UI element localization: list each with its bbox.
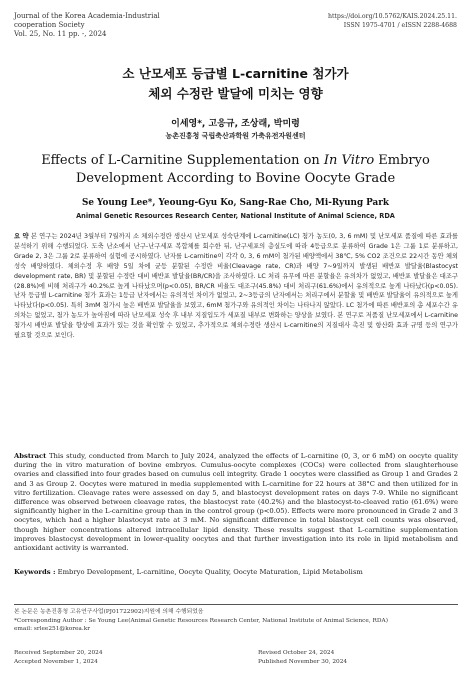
journal-identifiers	[328, 12, 457, 30]
korean-affiliation: 농촌진흥청 국립축산과학원 가축유전자원센터	[165, 132, 306, 140]
english-abstract	[14, 452, 458, 553]
funding-note: 본 논문은 농촌진흥청 고유연구사업(PJ01722902)지원에 의해 수행되었음	[14, 609, 204, 615]
korean-title-line1: 소 난모세포 등급별 L-carnitine 첨가가	[122, 66, 349, 81]
english-title-italic: In Vitro	[323, 153, 375, 168]
keywords-text: Embryo Development, L-carnitine, Oocyte Quality, Oocyte Maturation, Lipid Metabolism	[57, 568, 363, 576]
korean-abstract	[14, 232, 458, 341]
english-title-part2: Embryo	[374, 153, 430, 168]
korean-authors: 이세영*, 고응규, 조상래, 박미령	[171, 119, 300, 129]
english-title-line2: Development According to Bovine Oocyte Grade	[75, 171, 396, 186]
revised-date: Revised October 24, 2024	[258, 650, 335, 656]
footnote-divider	[14, 604, 458, 605]
published-date: Published November 30, 2024	[258, 659, 348, 666]
english-abstract-text: This study, conducted from March to July 2024, analyzed the effects of L-carnitine (0, 3, or 6 mM) on oocyte quality during the in vitro maturation of bovine embryos. Cumulus-oocyte complexes (COCs) were collected from slaughterhouse ovaries and classified into four grades based on cumulus cell integrity. Grade 1 oocytes were classified as Group 1 and Grades 2 and 3 as Group 2. Oocytes were matured in media supplemented with L-carnitine for 22 hours at 38°C and then utilized for in vitro fertilization. Cleavage rates were assessed on day 5, and blastocyst development rates on days 7-9. While no significant difference was observed between cleavage rates, the blastocyst rate (40.2%) and the blastocyst-to-cleaved ratio (61.6%) were significantly higher in the L-carnitine group than in the control group (p<0.05). Effects were more pronounced in Grade 2 and 3 oocytes, which had a higher blastocyst rate at 3 mM. No significant difference in total blastocyst cell counts was observed, though higher concentrations altered intracellular lipid density. These results suggest that L-carnitine supplementation improves blastocyst development in lower-quality oocytes and that further investigation into its role in lipid metabolism and antioxidant activity is warranted.	[14, 452, 458, 553]
journal-volume: Vol. 25, No. 11 pp. -, 2024	[14, 30, 107, 38]
korean-abstract-text: 본 연구는 2024년 3월부터 7월까지 소 체외수정란 생산시 난모세포 성숙단계에 L-carnitine(LC) 첨가 농도(0, 3, 6 mM) 및 난모세포 품질에 따른 효과를 분석하기 위해 수행되었다. 도축 난소에서 난구-난구세포 복합체를 회수한 뒤, 난구세포의 층실도에 따라 4등급으로 분류하여 Grade 1은 그룹 1로 분류하고, Grade 2, 3은 그룹 2로 분류하여 실험에 공시하였다. 난자를 L-carnitine이 각각 0, 3, 6 mM이 첨가된 배양액에서 38℃, 5% CO2 조건으로 22시간 동안 체외성숙 배양하였다. 체외수정 후 배양 5일 차에 균등 분할된 수정란 비율(Cleavage rate, CR)과 배양 7~9일까지 발생된 배반포 발달율(Blastocyst development rate, BR) 및 분할된 수정란 대비 배반포 발달율(BR/CR)을 조사하였다. LC 처리 유무에 따른 분할율은 유의차가 없었고, 배반포 발달율은 대조구(28.8%)에 비해 처리구가 40.2%로 높게 나타났으며(p<0.05), BR/CR 비율도 대조구(45.8%) 대비 처리구(61.6%)에서 유의적으로 높게 나타났다(p<0.05). 난자 등급별 L-carnitine 첨가 효과는 1등급 난자에서는 유의적인 차이가 없었고, 2~3등급의 난자에서는 처리구에서 분할율 및 배반포 발달율이 유의적으로 높게 나타났다(p<0.05). 특히 3mM 첨가시 높은 배반포 발달율을 보였고, 6mM 첨가구와 유의적인 차이는 나타나지 않았다. LC 첨가에 따른 배반포의 총 세포수간 유의차는 없었고, 첨가 농도가 높아짐에 따라 난모세포 성숙 후 내부 지질입도가 세포질 내부로 변화하는 양상을 보였다. 본 연구로 저품질 난모세포에서 L-carnitine첨가시 배반포 발달율 향상에 효과가 있는 것을 확인할 수 있었고, 추가적으로 체외수정란 생산시 L-carnitine의 지질대사 촉진 및 항산화 효과 규명 등의 연구가 필요할 것으로 보인다.	[14, 233, 458, 340]
korean-abstract-label: 요 약	[14, 233, 29, 240]
journal-name-line1: Journal of the Korea Academia-Industrial	[14, 12, 160, 20]
doi-link[interactable]: https://doi.org/10.5762/KAIS.2024.25.11.	[327, 13, 457, 20]
dates-row-2	[14, 658, 458, 667]
author-email[interactable]: email: srlee251@korea.kr	[14, 626, 90, 633]
english-title-line1	[0, 152, 471, 170]
korean-title	[0, 64, 471, 104]
footnotes	[14, 608, 458, 634]
english-affiliation: Animal Genetic Resources Research Center, National Institute of Animal Science, RDA	[76, 212, 395, 220]
journal-header	[14, 12, 160, 39]
korean-title-line2: 체외 수정란 발달에 미치는 영향	[148, 86, 323, 101]
publication-dates	[14, 649, 458, 667]
keywords-label: Keywords :	[14, 568, 56, 576]
received-date: Received September 20, 2024	[14, 650, 103, 656]
dates-row-1	[14, 649, 458, 658]
accepted-date: Accepted November 1, 2024	[14, 659, 98, 666]
keywords	[14, 568, 458, 577]
issn: ISSN 1975-4701 / eISSN 2288-4688	[343, 22, 457, 29]
journal-name-line2: cooperation Society	[14, 21, 85, 29]
english-abstract-label: Abstract	[14, 452, 47, 460]
english-title-part1: Effects of L-Carnitine Supplementation on	[41, 153, 324, 168]
corresponding-author: *Corresponding Author : Se Young Lee(Animal Genetic Resources Research Center, National Institute of Animal Science, RDA)	[14, 617, 388, 624]
english-title	[0, 152, 471, 188]
english-authors: Se Young Lee*, Yeoung-Gyu Ko, Sang-Rae Cho, Mi-Ryung Park	[82, 198, 389, 208]
